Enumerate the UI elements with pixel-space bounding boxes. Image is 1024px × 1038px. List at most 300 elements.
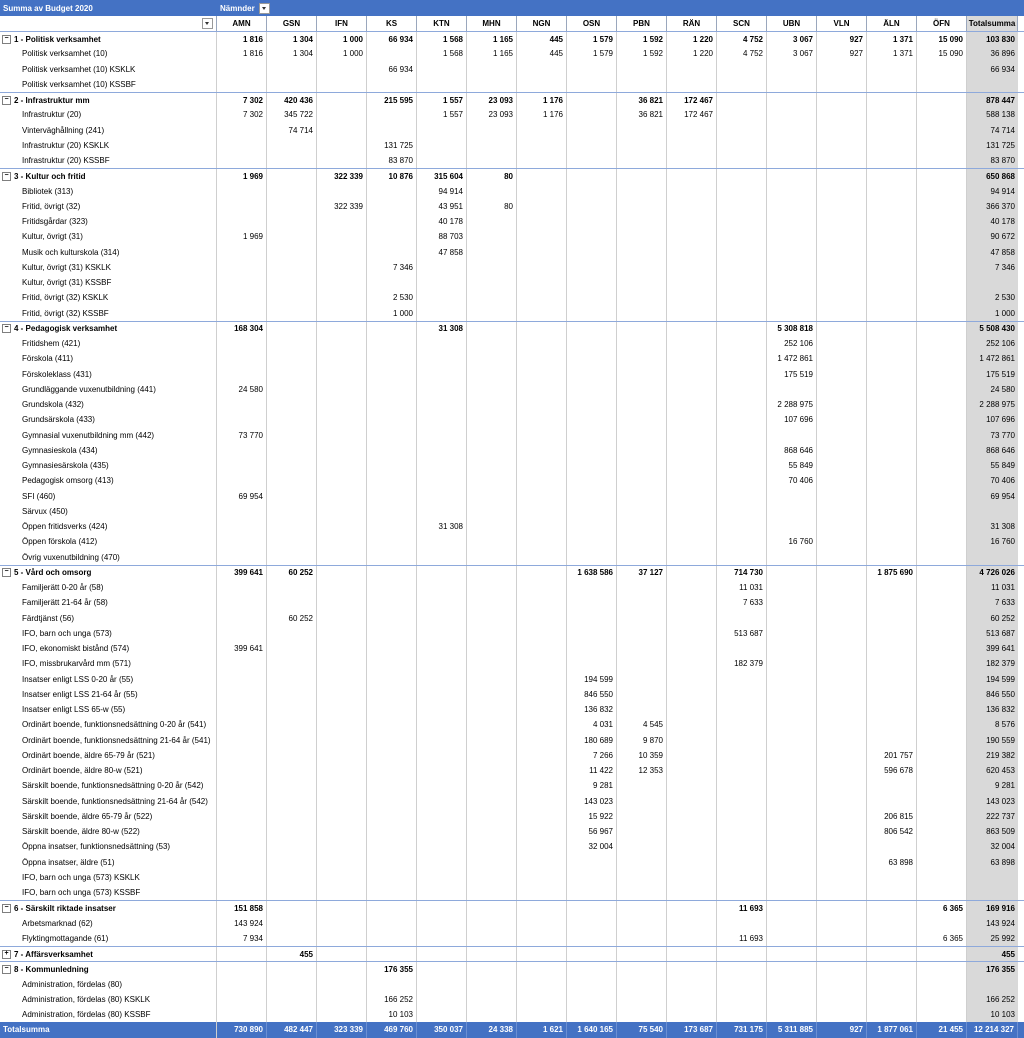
value-cell-ngn[interactable] [517,748,567,763]
value-cell-ks[interactable] [367,443,417,458]
value-cell-ktn[interactable] [417,580,467,595]
value-cell-ran[interactable] [667,519,717,534]
value-cell-pbn[interactable] [617,855,667,870]
collapse-icon[interactable]: − [2,965,11,974]
value-cell-vln[interactable] [817,443,867,458]
value-cell-totalsumma[interactable]: 182 379 [967,656,1018,671]
value-cell-ifn[interactable] [317,702,367,717]
value-cell-vln[interactable] [817,504,867,519]
value-cell-ubn[interactable]: 107 696 [767,412,817,427]
value-cell-ktn[interactable] [417,412,467,427]
value-cell-ifn[interactable] [317,824,367,839]
value-cell-ifn[interactable] [317,809,367,824]
column-header-ubn[interactable]: UBN [767,16,817,31]
value-cell-vln[interactable] [817,839,867,854]
value-cell-totalsumma[interactable]: 399 641 [967,641,1018,656]
value-cell-gsn[interactable] [267,336,317,351]
value-cell-osn[interactable] [567,275,617,290]
value-cell-ks[interactable] [367,656,417,671]
value-cell-gsn[interactable] [267,916,317,931]
value-cell-osn[interactable]: 1 638 586 [567,566,617,580]
value-cell-vln[interactable] [817,687,867,702]
value-cell-ran[interactable] [667,626,717,641]
value-cell-pbn[interactable] [617,153,667,168]
value-cell-ubn[interactable] [767,626,817,641]
value-cell-vln[interactable] [817,595,867,610]
value-cell-gsn[interactable] [267,885,317,900]
row-labels-header[interactable] [0,16,217,31]
value-cell-totalsumma[interactable]: 176 355 [967,962,1018,976]
value-cell-ran[interactable] [667,580,717,595]
value-cell-amn[interactable] [217,123,267,138]
value-cell-ngn[interactable] [517,839,567,854]
value-cell-gsn[interactable] [267,199,317,214]
column-header-aln[interactable]: ÄLN [867,16,917,31]
value-cell-osn[interactable] [567,107,617,122]
value-cell-amn[interactable] [217,519,267,534]
value-cell-gsn[interactable] [267,519,317,534]
value-cell-ofn[interactable] [917,214,967,229]
value-cell-ktn[interactable] [417,595,467,610]
value-cell-ifn[interactable] [317,717,367,732]
value-cell-ktn[interactable] [417,656,467,671]
row-label[interactable] [0,824,217,839]
value-cell-vln[interactable] [817,901,867,915]
value-cell-ifn[interactable] [317,870,367,885]
value-cell-pbn[interactable] [617,504,667,519]
value-cell-vln[interactable] [817,473,867,488]
value-cell-ks[interactable] [367,123,417,138]
value-cell-scn[interactable] [717,93,767,107]
value-cell-ofn[interactable] [917,702,967,717]
value-cell-totalsumma[interactable]: 219 382 [967,748,1018,763]
value-cell-ks[interactable] [367,412,417,427]
row-label[interactable] [0,473,217,488]
value-cell-ktn[interactable] [417,550,467,565]
value-cell-totalsumma[interactable]: 63 898 [967,855,1018,870]
row-label[interactable] [0,275,217,290]
value-cell-ks[interactable]: 10 876 [367,169,417,183]
value-cell-mhn[interactable] [467,687,517,702]
value-cell-ks[interactable] [367,809,417,824]
row-label[interactable] [0,412,217,427]
value-cell-gsn[interactable]: 1 304 [267,32,317,46]
value-cell-osn[interactable] [567,595,617,610]
value-cell-pbn[interactable] [617,214,667,229]
row-label[interactable] [0,809,217,824]
value-cell-ubn[interactable] [767,153,817,168]
value-cell-ubn[interactable] [767,977,817,992]
value-cell-totalsumma[interactable]: 69 954 [967,489,1018,504]
value-cell-pbn[interactable] [617,611,667,626]
value-cell-totalsumma[interactable]: 73 770 [967,428,1018,443]
value-cell-totalsumma[interactable]: 90 672 [967,229,1018,244]
column-header-osn[interactable]: OSN [567,16,617,31]
value-cell-ran[interactable] [667,397,717,412]
value-cell-ktn[interactable] [417,566,467,580]
value-cell-scn[interactable] [717,428,767,443]
value-cell-pbn[interactable] [617,229,667,244]
value-cell-amn[interactable]: 7 302 [217,93,267,107]
value-cell-ks[interactable] [367,275,417,290]
value-cell-amn[interactable] [217,702,267,717]
value-cell-osn[interactable]: 32 004 [567,839,617,854]
value-cell-ks[interactable] [367,107,417,122]
value-cell-gsn[interactable] [267,367,317,382]
value-cell-amn[interactable] [217,824,267,839]
value-cell-ofn[interactable] [917,962,967,976]
value-cell-amn[interactable]: 1 969 [217,169,267,183]
value-cell-ks[interactable] [367,977,417,992]
value-cell-ubn[interactable] [767,656,817,671]
value-cell-ks[interactable]: 469 760 [367,1022,417,1037]
value-cell-aln[interactable] [867,626,917,641]
value-cell-amn[interactable]: 151 858 [217,901,267,915]
value-cell-scn[interactable] [717,977,767,992]
value-cell-ubn[interactable] [767,717,817,732]
row-label[interactable] [0,214,217,229]
row-label[interactable] [0,489,217,504]
value-cell-ks[interactable] [367,778,417,793]
value-cell-totalsumma[interactable]: 25 992 [967,931,1018,946]
row-label[interactable] [0,641,217,656]
value-cell-gsn[interactable] [267,169,317,183]
value-cell-scn[interactable] [717,687,767,702]
value-cell-ran[interactable] [667,1007,717,1022]
value-cell-ran[interactable] [667,199,717,214]
value-cell-ks[interactable] [367,839,417,854]
value-cell-ktn[interactable]: 1 557 [417,93,467,107]
value-cell-amn[interactable] [217,839,267,854]
value-cell-pbn[interactable] [617,489,667,504]
value-cell-pbn[interactable] [617,290,667,305]
value-cell-osn[interactable]: 7 266 [567,748,617,763]
value-cell-scn[interactable] [717,229,767,244]
value-cell-ktn[interactable] [417,947,467,961]
value-cell-mhn[interactable] [467,473,517,488]
value-cell-gsn[interactable] [267,626,317,641]
value-cell-aln[interactable] [867,672,917,687]
row-label[interactable] [0,916,217,931]
column-header-ks[interactable]: KS [367,16,417,31]
value-cell-osn[interactable] [567,336,617,351]
value-cell-ks[interactable] [367,702,417,717]
value-cell-gsn[interactable] [267,702,317,717]
value-cell-ofn[interactable] [917,992,967,1007]
value-cell-ran[interactable] [667,839,717,854]
value-cell-ktn[interactable]: 31 308 [417,519,467,534]
value-cell-gsn[interactable] [267,290,317,305]
value-cell-pbn[interactable] [617,885,667,900]
value-cell-aln[interactable] [867,351,917,366]
value-cell-pbn[interactable] [617,138,667,153]
value-cell-ubn[interactable] [767,962,817,976]
value-cell-osn[interactable]: 11 422 [567,763,617,778]
value-cell-totalsumma[interactable]: 143 924 [967,916,1018,931]
value-cell-vln[interactable]: 927 [817,1022,867,1037]
value-cell-aln[interactable] [867,397,917,412]
value-cell-gsn[interactable] [267,428,317,443]
value-cell-ran[interactable] [667,855,717,870]
value-cell-ifn[interactable] [317,489,367,504]
value-cell-mhn[interactable] [467,778,517,793]
value-cell-osn[interactable] [567,397,617,412]
value-cell-scn[interactable] [717,245,767,260]
value-cell-ngn[interactable] [517,885,567,900]
value-cell-scn[interactable] [717,962,767,976]
value-cell-ktn[interactable] [417,931,467,946]
value-cell-ks[interactable]: 2 530 [367,290,417,305]
value-cell-osn[interactable] [567,870,617,885]
value-cell-ran[interactable] [667,62,717,77]
value-cell-pbn[interactable] [617,397,667,412]
value-cell-ofn[interactable] [917,229,967,244]
value-cell-ktn[interactable] [417,428,467,443]
value-cell-gsn[interactable] [267,397,317,412]
value-cell-ran[interactable] [667,184,717,199]
value-cell-osn[interactable]: 9 281 [567,778,617,793]
value-cell-ubn[interactable] [767,824,817,839]
column-header-gsn[interactable]: GSN [267,16,317,31]
value-cell-ktn[interactable] [417,885,467,900]
value-cell-ktn[interactable] [417,977,467,992]
value-cell-scn[interactable] [717,916,767,931]
value-cell-ofn[interactable] [917,336,967,351]
value-cell-ngn[interactable] [517,566,567,580]
value-cell-totalsumma[interactable]: 169 916 [967,901,1018,915]
value-cell-mhn[interactable]: 80 [467,199,517,214]
value-cell-vln[interactable] [817,306,867,321]
value-cell-osn[interactable] [567,580,617,595]
value-cell-ktn[interactable] [417,443,467,458]
value-cell-ran[interactable] [667,428,717,443]
row-label[interactable] [0,748,217,763]
value-cell-pbn[interactable] [617,473,667,488]
value-cell-gsn[interactable] [267,322,317,336]
value-cell-totalsumma[interactable] [967,504,1018,519]
value-cell-ubn[interactable]: 3 067 [767,46,817,61]
value-cell-ubn[interactable] [767,489,817,504]
value-cell-pbn[interactable] [617,62,667,77]
value-cell-ngn[interactable] [517,595,567,610]
value-cell-ran[interactable] [667,336,717,351]
value-cell-aln[interactable] [867,733,917,748]
value-cell-amn[interactable] [217,275,267,290]
row-label[interactable] [0,504,217,519]
value-cell-ktn[interactable] [417,275,467,290]
value-cell-ks[interactable] [367,489,417,504]
value-cell-ngn[interactable] [517,763,567,778]
value-cell-mhn[interactable] [467,489,517,504]
value-cell-ngn[interactable] [517,778,567,793]
row-label[interactable] [0,199,217,214]
value-cell-vln[interactable] [817,93,867,107]
value-cell-ifn[interactable]: 1 000 [317,46,367,61]
value-cell-ktn[interactable]: 43 951 [417,199,467,214]
value-cell-ngn[interactable] [517,733,567,748]
value-cell-ubn[interactable] [767,77,817,92]
value-cell-ofn[interactable] [917,443,967,458]
value-cell-vln[interactable] [817,977,867,992]
row-label[interactable] [0,458,217,473]
value-cell-ubn[interactable] [767,916,817,931]
row-label[interactable] [0,855,217,870]
column-filter-dropdown-icon[interactable] [259,3,270,14]
value-cell-vln[interactable] [817,1007,867,1022]
value-cell-ran[interactable]: 172 467 [667,93,717,107]
value-cell-aln[interactable] [867,290,917,305]
value-cell-vln[interactable] [817,611,867,626]
value-cell-ubn[interactable] [767,290,817,305]
value-cell-ran[interactable] [667,123,717,138]
value-cell-ubn[interactable] [767,229,817,244]
value-cell-gsn[interactable] [267,656,317,671]
value-cell-aln[interactable] [867,794,917,809]
value-cell-scn[interactable]: 11 693 [717,931,767,946]
value-cell-pbn[interactable] [617,901,667,915]
value-cell-osn[interactable]: 56 967 [567,824,617,839]
value-cell-ubn[interactable]: 2 288 975 [767,397,817,412]
value-cell-mhn[interactable] [467,733,517,748]
value-cell-amn[interactable]: 1 816 [217,46,267,61]
value-cell-ubn[interactable] [767,275,817,290]
value-cell-totalsumma[interactable]: 1 000 [967,306,1018,321]
value-cell-mhn[interactable] [467,519,517,534]
value-cell-gsn[interactable] [267,901,317,915]
value-cell-vln[interactable] [817,962,867,976]
value-cell-ktn[interactable] [417,626,467,641]
value-cell-ran[interactable] [667,717,717,732]
value-cell-aln[interactable] [867,245,917,260]
value-cell-ifn[interactable] [317,184,367,199]
value-cell-scn[interactable] [717,1007,767,1022]
value-cell-ofn[interactable] [917,93,967,107]
row-label[interactable] [0,519,217,534]
value-cell-pbn[interactable] [617,382,667,397]
value-cell-mhn[interactable] [467,672,517,687]
value-cell-ran[interactable] [667,322,717,336]
value-cell-aln[interactable] [867,153,917,168]
value-cell-mhn[interactable] [467,839,517,854]
value-cell-ubn[interactable] [767,550,817,565]
value-cell-ks[interactable] [367,733,417,748]
value-cell-ktn[interactable] [417,748,467,763]
value-cell-gsn[interactable] [267,977,317,992]
value-cell-ifn[interactable] [317,93,367,107]
value-cell-aln[interactable]: 206 815 [867,809,917,824]
value-cell-gsn[interactable] [267,62,317,77]
value-cell-pbn[interactable] [617,778,667,793]
value-cell-ofn[interactable] [917,672,967,687]
value-cell-ifn[interactable]: 322 339 [317,199,367,214]
value-cell-ran[interactable] [667,931,717,946]
value-cell-mhn[interactable] [467,717,517,732]
value-cell-ifn[interactable] [317,397,367,412]
value-cell-vln[interactable] [817,107,867,122]
value-cell-ubn[interactable] [767,702,817,717]
value-cell-totalsumma[interactable]: 83 870 [967,153,1018,168]
value-cell-mhn[interactable] [467,580,517,595]
value-cell-ktn[interactable] [417,794,467,809]
column-header-ran[interactable]: RÄN [667,16,717,31]
value-cell-osn[interactable] [567,153,617,168]
value-cell-ifn[interactable] [317,962,367,976]
value-cell-pbn[interactable] [617,916,667,931]
value-cell-ubn[interactable] [767,1007,817,1022]
value-cell-totalsumma[interactable]: 74 714 [967,123,1018,138]
value-cell-scn[interactable] [717,397,767,412]
value-cell-ifn[interactable] [317,656,367,671]
value-cell-ran[interactable] [667,809,717,824]
value-cell-scn[interactable] [717,275,767,290]
value-cell-scn[interactable] [717,870,767,885]
value-cell-ktn[interactable]: 350 037 [417,1022,467,1037]
value-cell-amn[interactable] [217,687,267,702]
value-cell-totalsumma[interactable]: 863 509 [967,824,1018,839]
value-cell-gsn[interactable] [267,489,317,504]
value-cell-ks[interactable] [367,229,417,244]
value-cell-ifn[interactable] [317,901,367,915]
row-label[interactable] [0,992,217,1007]
value-cell-ifn[interactable] [317,839,367,854]
value-cell-osn[interactable] [567,611,617,626]
value-cell-scn[interactable] [717,123,767,138]
value-cell-mhn[interactable] [467,153,517,168]
value-cell-amn[interactable] [217,992,267,1007]
value-cell-ofn[interactable] [917,519,967,534]
value-cell-ofn[interactable] [917,199,967,214]
value-cell-amn[interactable] [217,412,267,427]
value-cell-ks[interactable]: 215 595 [367,93,417,107]
value-cell-totalsumma[interactable]: 9 281 [967,778,1018,793]
column-header-vln[interactable]: VLN [817,16,867,31]
value-cell-ubn[interactable] [767,839,817,854]
value-cell-ofn[interactable] [917,397,967,412]
value-cell-ofn[interactable] [917,794,967,809]
value-cell-gsn[interactable] [267,809,317,824]
value-cell-scn[interactable] [717,77,767,92]
value-cell-vln[interactable] [817,336,867,351]
value-cell-ubn[interactable] [767,519,817,534]
value-cell-ran[interactable] [667,916,717,931]
value-cell-scn[interactable]: 4 752 [717,46,767,61]
value-cell-ktn[interactable]: 88 703 [417,229,467,244]
value-cell-ks[interactable] [367,351,417,366]
value-cell-mhn[interactable]: 23 093 [467,93,517,107]
value-cell-osn[interactable] [567,322,617,336]
value-cell-aln[interactable] [867,336,917,351]
value-cell-totalsumma[interactable]: 55 849 [967,458,1018,473]
value-cell-mhn[interactable] [467,534,517,549]
column-header-amn[interactable]: AMN [217,16,267,31]
value-cell-totalsumma[interactable]: 143 023 [967,794,1018,809]
value-cell-mhn[interactable] [467,229,517,244]
value-cell-ktn[interactable] [417,702,467,717]
value-cell-ubn[interactable] [767,672,817,687]
value-cell-ofn[interactable] [917,245,967,260]
value-cell-ubn[interactable] [767,885,817,900]
value-cell-ubn[interactable] [767,641,817,656]
value-cell-ran[interactable] [667,748,717,763]
value-cell-vln[interactable] [817,566,867,580]
value-cell-mhn[interactable] [467,962,517,976]
value-cell-pbn[interactable] [617,458,667,473]
value-cell-ran[interactable] [667,992,717,1007]
row-label[interactable] [0,702,217,717]
value-cell-ngn[interactable] [517,794,567,809]
row-label[interactable] [0,107,217,122]
value-cell-scn[interactable] [717,550,767,565]
